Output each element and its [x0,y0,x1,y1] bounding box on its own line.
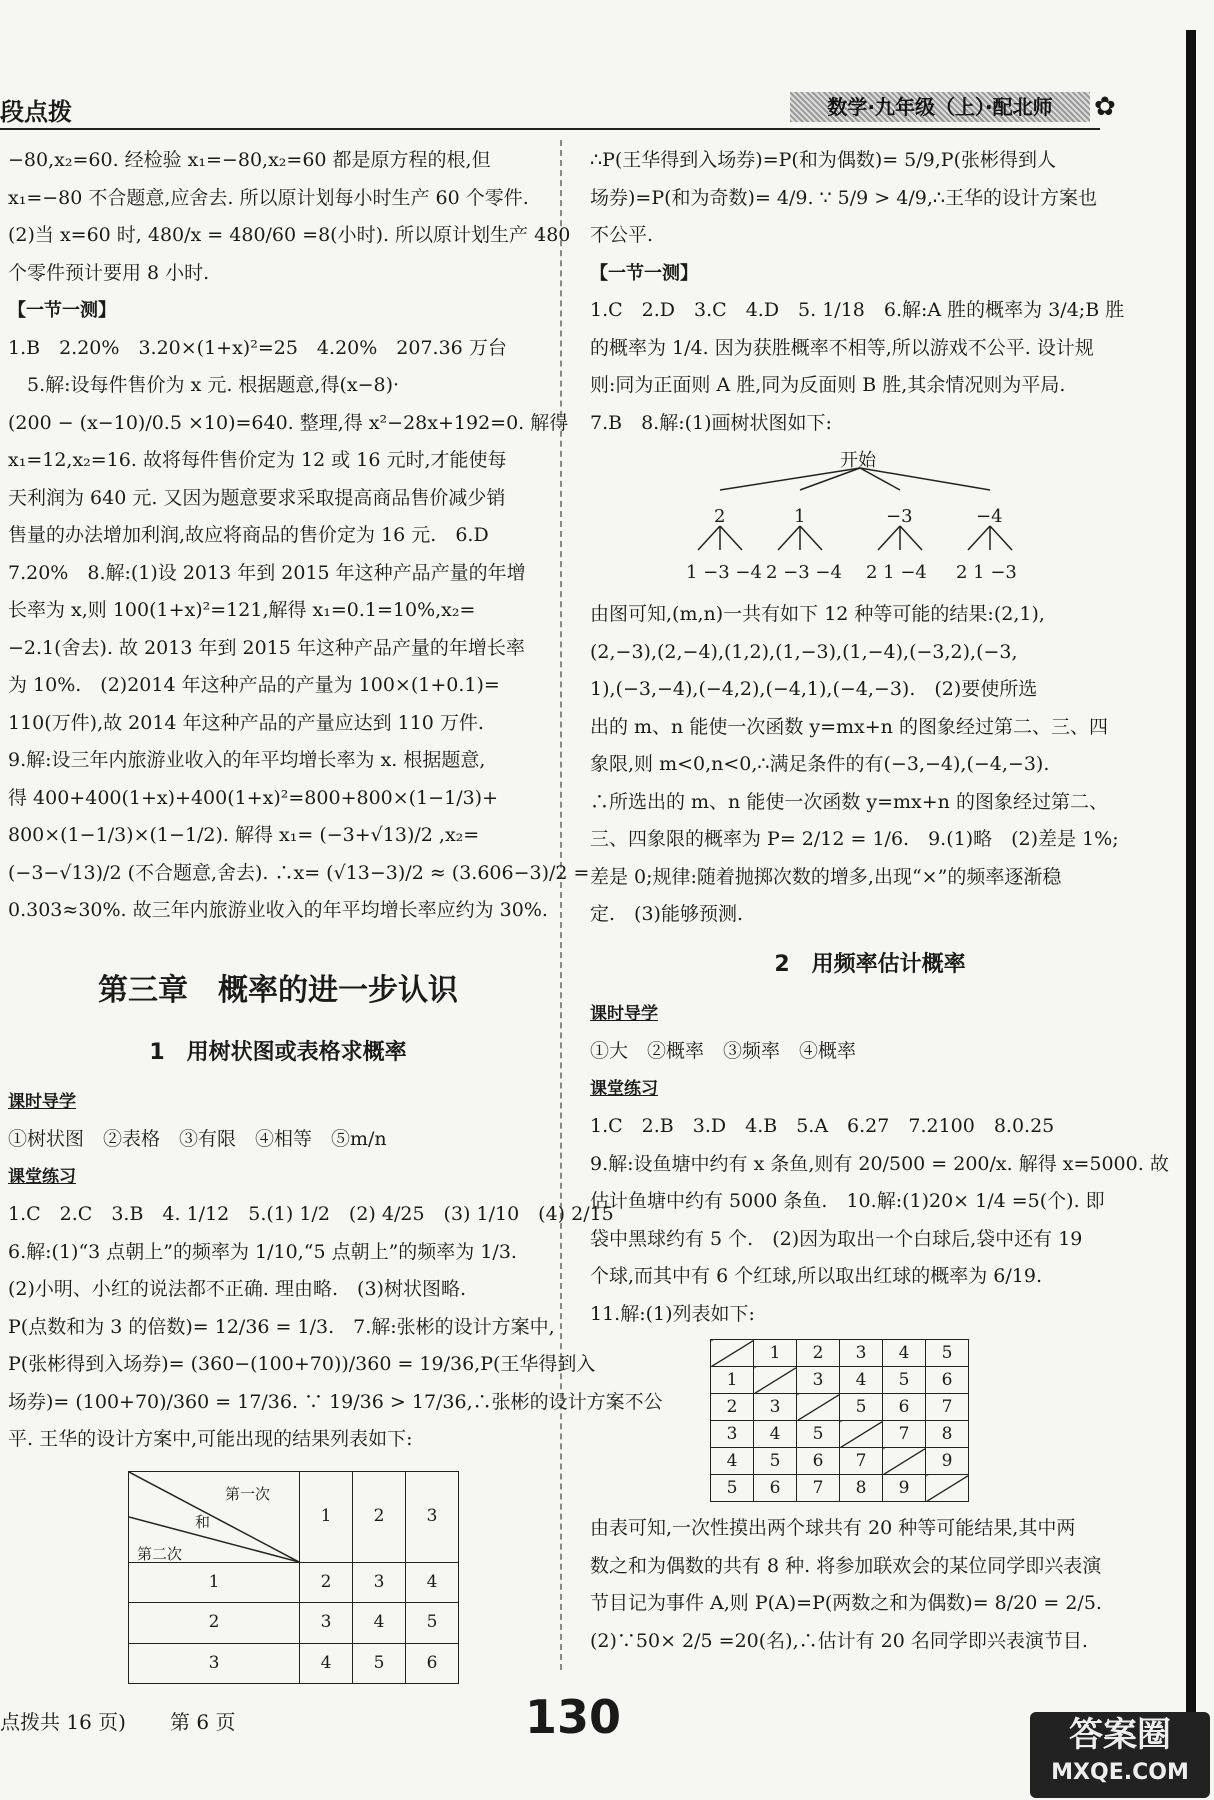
text-line: 11.解:(1)列表如下: [590,1302,755,1325]
table-cell [754,1367,797,1394]
text-line: 6.解:(1)“3 点朝上”的频率为 1/10,“5 点朝上”的频率为 1/3. [8,1240,517,1263]
text-line: 出的 m、n 能使一次函数 y=mx+n 的图象经过第二、三、四 [590,715,1108,738]
text-line: 天利润为 640 元. 又因为题意要求采取提高商品售价减少销 [8,486,506,509]
table-cell: 2 [353,1471,406,1562]
table-cell: 6 [883,1394,926,1421]
watermark-text: 答案圈 [1069,1715,1171,1755]
table-cell: 2 [711,1394,754,1421]
text-line: P(点数和为 3 的倍数)= 12/36 = 1/3. 7.解:张彬的设计方案中, [8,1315,555,1338]
table-row [711,1475,969,1502]
text-line: 7.20% 8.解:(1)设 2013 年到 2015 年这种产品产量的年增 [8,561,526,584]
table-cell: 2 [797,1340,840,1367]
table-corner-cell [711,1340,754,1367]
text-line: 1.C 2.B 3.D 4.B 5.A 6.27 7.2100 8.0.25 [590,1115,1055,1137]
text-line: (2,−3),(2,−4),(1,2),(1,−3),(1,−4),(−3,2),(−3, [590,640,1018,663]
table-cell: 7 [840,1448,883,1475]
table-cell [926,1475,969,1502]
table-cell: 6 [926,1367,969,1394]
table-cell: 7 [926,1394,969,1421]
table-cell: 3 [129,1643,300,1684]
table-cell: 5 [883,1367,926,1394]
table-cell: 5 [840,1394,883,1421]
table-cell: 5 [406,1603,459,1644]
corner-label-first: 第一次 [225,1484,271,1503]
text-line: 的概率为 1/4. 因为获胜概率不相等,所以游戏不公平. 设计规 [590,336,1094,359]
table-cell [840,1421,883,1448]
table-cell: 6 [754,1475,797,1502]
table-cell: 4 [711,1448,754,1475]
text-line: 9.解:设鱼塘中约有 x 条鱼,则有 20/500 = 200/x. 解得 x=5000. 故 [590,1152,1169,1175]
table-cell: 3 [711,1421,754,1448]
table-cell: 2 [300,1562,353,1603]
tree-leaf-group: 2 1 −4 [866,562,927,583]
table-cell: 6 [406,1643,459,1684]
text-line: ∴P(王华得到入场券)=P(和为偶数)= 5/9,P(张彬得到人 [590,149,1057,171]
text-line: 三、四象限的概率为 P= 2/12 = 1/6. 9.(1)略 (2)差是 1%; [590,828,1119,850]
text-line: 长率为 x,则 100(1+x)²=121,解得 x₁=0.1=10%,x₂= [8,599,476,621]
table-row [711,1421,969,1448]
table-cell: 5 [754,1448,797,1475]
tree-leaf-group: 1 −3 −4 [686,562,762,583]
table-cell: 1 [711,1367,754,1394]
text-line: 场券)=P(和为奇数)= 4/9. ∵ 5/9 > 4/9,∴王华的设计方案也 [590,186,1097,209]
text-line: (2)当 x=60 时, 480/x = 480/60 =8(小时). 所以原计划生产 480 [8,224,571,246]
text-line: 估计鱼塘中约有 5000 条鱼. 10.解:(1)20× 1/4 =5(个). 即 [590,1190,1105,1212]
text-line: 平. 王华的设计方案中,可能出现的结果列表如下: [8,1428,413,1450]
tree-node: −4 [976,506,1003,527]
table-cell: 1 [300,1471,353,1562]
section-label-ketang: 课堂练习 [8,1166,76,1187]
table-cell: 9 [926,1448,969,1475]
text-line: 由图可知,(m,n)一共有如下 12 种等可能的结果:(2,1), [590,603,1045,625]
text-line: −80,x₂=60. 经检验 x₁=−80,x₂=60 都是原方程的根,但 [8,149,491,171]
text-line: 个零件预计要用 8 小时. [8,261,210,284]
corner-label-second: 第二次 [137,1544,183,1563]
sum-table-balls [710,1339,969,1502]
table-cell [797,1394,840,1421]
text-line: 1.B 2.20% 3.20×(1+x)²=25 4.20% 207.36 万台 [8,336,507,359]
table-cell: 5 [353,1643,406,1684]
tree-leaf-group: 2 1 −3 [956,562,1017,583]
text-line: 9.解:设三年内旅游业收入的年平均增长率为 x. 根据题意, [8,749,486,771]
tree-diagram [680,442,1080,592]
footer-page-label: 第 6 页 [170,1710,236,1734]
table-cell: 4 [353,1603,406,1644]
text-line: 节目记为事件 A,则 P(A)=P(两数之和为偶数)= 8/20 = 2/5. [590,1592,1102,1614]
text-line: 售量的办法增加利润,故应将商品的售价定为 16 元. 6.D [8,524,489,546]
table-row [129,1471,459,1562]
table-cell: 3 [754,1394,797,1421]
table-cell: 4 [754,1421,797,1448]
text-line: 差是 0;规律:随着抛掷次数的增多,出现“×”的频率逐渐稳 [590,865,1062,888]
text-line: 个球,而其中有 6 个红球,所以取出红球的概率为 6/19. [590,1265,1042,1287]
header-rule [0,128,1100,130]
tree-node: 1 [794,506,806,527]
lesson-title: 1 用树状图或表格求概率 [149,1039,407,1065]
text-line: ①大 ②概率 ③频率 ④概率 [590,1040,857,1062]
tree-node: −3 [886,506,913,527]
section-label-ceshi: 【一节一测】 [590,262,698,284]
table-cell: 1 [754,1340,797,1367]
table-cell: 9 [883,1475,926,1502]
text-line: 7.B 8.解:(1)画树状图如下: [590,411,832,434]
table-cell: 3 [406,1471,459,1562]
page-edge-bar [1186,30,1196,1770]
section-label-keshi: 课时导学 [590,1003,658,1024]
left-column [8,142,663,1684]
section-label-ketang: 课堂练习 [590,1078,658,1099]
text-line: 0.303≈30%. 故三年内旅游业收入的年平均增长率应约为 30%. [8,899,548,921]
table-cell: 5 [926,1340,969,1367]
table-cell: 8 [840,1475,883,1502]
table-cell: 3 [353,1562,406,1603]
table-cell: 3 [797,1367,840,1394]
header-left-title: 段点拨 [0,97,72,126]
text-line: 场券)= (100+70)/360 = 17/36. ∵ 19/36 > 17/36,∴张彬的设计方案不公 [8,1390,663,1413]
table-cell [883,1448,926,1475]
text-line: (2)∵50× 2/5 =20(名),∴估计有 20 名同学即兴表演节目. [590,1629,1088,1652]
chapter-title: 第三章 概率的进一步认识 [98,972,458,1008]
tree-node: 2 [714,506,726,527]
table-cell: 1 [129,1562,300,1603]
table-corner-cell [129,1471,300,1562]
text-line: 则:同为正面则 A 胜,同为反面则 B 胜,其余情况则为平局. [590,374,1066,396]
table-row [711,1394,969,1421]
text-line: x₁=−80 不合题意,应舍去. 所以原计划每小时生产 60 个零件. [8,186,529,209]
corner-label-sum: 和 [195,1512,211,1531]
column-divider [560,140,562,1670]
logo-icon: ✿ [1094,92,1116,122]
text-line: 由表可知,一次性摸出两个球共有 20 种等可能结果,其中两 [590,1517,1076,1539]
text-line: 5.解:设每件售价为 x 元. 根据题意,得(x−8)· [8,374,400,396]
text-line: ∴所选出的 m、n 能使一次函数 y=mx+n 的图象经过第二、 [590,790,1108,813]
text-line: −2.1(舍去). 故 2013 年到 2015 年这种产品产量的年增长率 [8,636,525,659]
tree-root-label: 开始 [840,450,876,471]
text-line: 110(万件),故 2014 年这种产品的产量应达到 110 万件. [8,711,484,734]
text-line: P(张彬得到入场券)= (360−(100+70))/360 = 19/36,P(王华得到入 [8,1353,596,1375]
watermark-url: MXQE.COM [1051,1760,1189,1785]
table-cell: 5 [797,1421,840,1448]
text-line: x₁=12,x₂=16. 故将每件售价定为 12 或 16 元时,才能使每 [8,449,507,471]
text-line: ①树状图 ②表格 ③有限 ④相等 ⑤m/n [8,1128,387,1150]
text-line: (200 − (x−10)/0.5 ×10)=640. 整理,得 x²−28x+192=0. 解得 [8,411,569,434]
text-line: 定. (3)能够预测. [590,903,743,925]
footer-section-count: 点拨共 16 页) [0,1710,126,1734]
text-line: 1),(−3,−4),(−4,2),(−4,1),(−4,−3). (2)要使所选 [590,678,1038,700]
text-line: 袋中黑球约有 5 个. (2)因为取出一个白球后,袋中还有 19 [590,1227,1083,1250]
sum-table-wanghua [128,1471,459,1685]
text-line: 1.C 2.C 3.B 4. 1/12 5.(1) 1/2 (2) 4/25 (3) 1/10 (4) 2/15 [8,1203,614,1225]
text-line: (−3−√13)/2 (不合题意,舍去). ∴x= (√13−3)/2 ≈ (3.606−3)/2 = [8,861,590,884]
table-row [129,1603,459,1644]
section-label-keshi: 课时导学 [8,1091,76,1112]
text-line: 800×(1−1/3)×(1−1/2). 解得 x₁= (−3+√13)/2 ,x₂= [8,824,480,846]
table-cell: 3 [840,1340,883,1367]
table-cell: 5 [711,1475,754,1502]
text-line: (2)小明、小红的说法都不正确. 理由略. (3)树状图略. [8,1278,466,1300]
table-cell: 3 [300,1603,353,1644]
table-row [711,1340,969,1367]
table-cell: 4 [406,1562,459,1603]
text-line: 数之和为偶数的共有 8 种. 将参加联欢会的某位同学即兴表演 [590,1554,1102,1577]
text-line: 1.C 2.D 3.C 4.D 5. 1/18 6.解:A 胜的概率为 3/4;B 胜 [590,299,1125,321]
text-line: 得 400+400(1+x)+400(1+x)²=800+800×(1−1/3)+ [8,786,499,809]
table-cell: 7 [797,1475,840,1502]
table-cell: 2 [129,1603,300,1644]
right-column [590,142,1169,1660]
table-cell: 8 [926,1421,969,1448]
page-number: 130 [525,1690,622,1744]
table-cell: 4 [883,1340,926,1367]
text-line: 为 10%. (2)2014 年这种产品的产量为 100×(1+0.1)= [8,674,500,696]
tree-leaf-group: 2 −3 −4 [766,562,842,583]
watermark-logo [1030,1712,1210,1798]
table-row [711,1448,969,1475]
table-cell: 4 [840,1367,883,1394]
table-row [129,1643,459,1684]
lesson-title: 2 用频率估计概率 [774,951,966,977]
text-line: 不公平. [590,224,654,246]
table-cell: 4 [300,1643,353,1684]
table-row [711,1367,969,1394]
table-cell: 7 [883,1421,926,1448]
table-cell: 6 [797,1448,840,1475]
text-line: 象限,则 m<0,n<0,∴满足条件的有(−3,−4),(−4,−3). [590,753,1050,775]
section-label-ceshi: 【一节一测】 [8,300,116,321]
header-book-title: 数学·九年级（上）·配北师 [790,92,1090,122]
